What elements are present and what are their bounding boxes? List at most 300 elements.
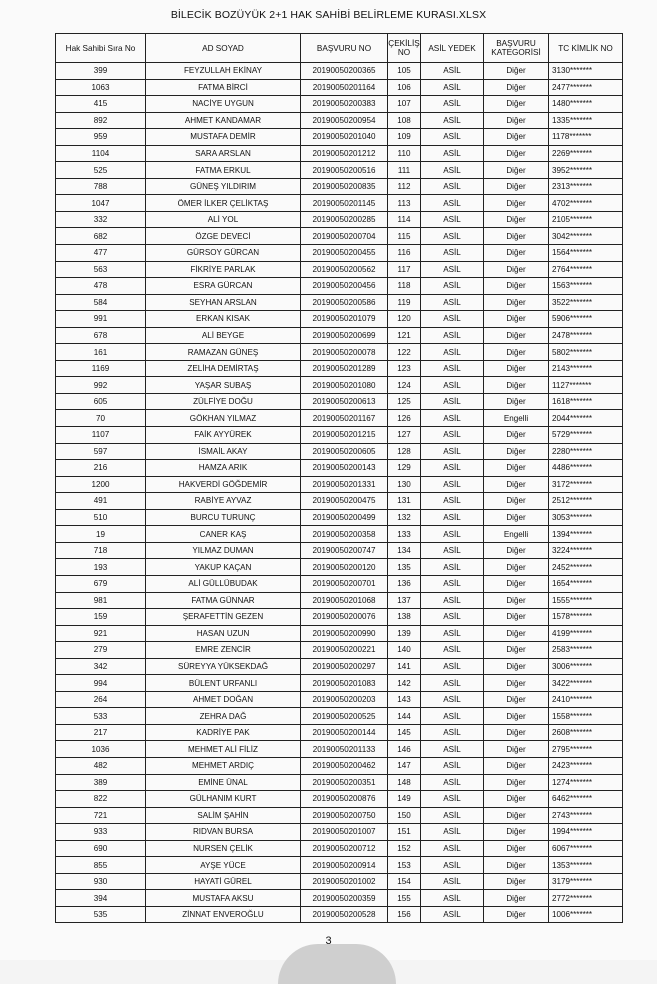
- cell-basvuru-no: 20190050200203: [301, 691, 388, 708]
- cell-ad-soyad: BÜLENT URFANLI: [146, 675, 301, 692]
- table-row: [56, 278, 623, 295]
- cell-sira-no: 216: [56, 460, 146, 477]
- cell-tc-kimlik-no: 3952*******: [549, 162, 623, 179]
- table-row: [56, 807, 623, 824]
- cell-cekilis-no: 123: [388, 360, 421, 377]
- cell-cekilis-no: 115: [388, 228, 421, 245]
- cell-asil-yedek: ASİL: [421, 675, 484, 692]
- cell-tc-kimlik-no: 1994*******: [549, 824, 623, 841]
- cell-basvuru-kategorisi: Diğer: [484, 377, 549, 394]
- cell-asil-yedek: ASİL: [421, 360, 484, 377]
- table-row: [56, 575, 623, 592]
- cell-ad-soyad: EMRE ZENCİR: [146, 642, 301, 659]
- cell-sira-no: 491: [56, 493, 146, 510]
- cell-sira-no: 584: [56, 294, 146, 311]
- header-sira-no: Hak Sahibi Sıra No: [56, 34, 146, 63]
- cell-asil-yedek: ASİL: [421, 129, 484, 146]
- cell-sira-no: 933: [56, 824, 146, 841]
- cell-ad-soyad: ALİ BEYGE: [146, 327, 301, 344]
- cell-ad-soyad: GÖKHAN YILMAZ: [146, 410, 301, 427]
- cell-cekilis-no: 112: [388, 178, 421, 195]
- cell-asil-yedek: ASİL: [421, 178, 484, 195]
- cell-ad-soyad: FATMA BİRCİ: [146, 79, 301, 96]
- cell-asil-yedek: ASİL: [421, 211, 484, 228]
- cell-asil-yedek: ASİL: [421, 509, 484, 526]
- cell-ad-soyad: YAŞAR SUBAŞ: [146, 377, 301, 394]
- cell-cekilis-no: 156: [388, 906, 421, 923]
- cell-tc-kimlik-no: 5906*******: [549, 311, 623, 328]
- cell-basvuru-kategorisi: Diğer: [484, 708, 549, 725]
- cell-ad-soyad: FİKRİYE PARLAK: [146, 261, 301, 278]
- cell-basvuru-kategorisi: Engelli: [484, 526, 549, 543]
- table-row: [56, 476, 623, 493]
- cell-basvuru-no: 20190050200701: [301, 575, 388, 592]
- cell-basvuru-no: 20190050201289: [301, 360, 388, 377]
- cell-basvuru-kategorisi: Diğer: [484, 294, 549, 311]
- cell-basvuru-kategorisi: Diğer: [484, 675, 549, 692]
- cell-basvuru-kategorisi: Diğer: [484, 691, 549, 708]
- cell-asil-yedek: ASİL: [421, 311, 484, 328]
- cell-sira-no: 1107: [56, 427, 146, 444]
- cell-tc-kimlik-no: 2478*******: [549, 327, 623, 344]
- cell-cekilis-no: 114: [388, 211, 421, 228]
- cell-cekilis-no: 136: [388, 575, 421, 592]
- cell-tc-kimlik-no: 1564*******: [549, 245, 623, 262]
- cell-basvuru-kategorisi: Diğer: [484, 195, 549, 212]
- cell-cekilis-no: 150: [388, 807, 421, 824]
- cell-tc-kimlik-no: 2044*******: [549, 410, 623, 427]
- cell-ad-soyad: MUSTAFA AKSU: [146, 890, 301, 907]
- cell-basvuru-kategorisi: Diğer: [484, 757, 549, 774]
- cell-tc-kimlik-no: 2280*******: [549, 443, 623, 460]
- table-row: [56, 658, 623, 675]
- cell-tc-kimlik-no: 4486*******: [549, 460, 623, 477]
- cell-basvuru-kategorisi: Diğer: [484, 443, 549, 460]
- cell-ad-soyad: CANER KAŞ: [146, 526, 301, 543]
- table-row: [56, 211, 623, 228]
- cell-basvuru-kategorisi: Diğer: [484, 460, 549, 477]
- cell-tc-kimlik-no: 1006*******: [549, 906, 623, 923]
- table-row: [56, 344, 623, 361]
- cell-cekilis-no: 129: [388, 460, 421, 477]
- cell-asil-yedek: ASİL: [421, 658, 484, 675]
- cell-basvuru-no: 20190050200835: [301, 178, 388, 195]
- header-tc-kimlik-no: TC KİMLİK NO: [549, 34, 623, 63]
- cell-asil-yedek: ASİL: [421, 542, 484, 559]
- cell-asil-yedek: ASİL: [421, 410, 484, 427]
- cell-tc-kimlik-no: 1274*******: [549, 774, 623, 791]
- table-row: [56, 642, 623, 659]
- cell-sira-no: 563: [56, 261, 146, 278]
- cell-tc-kimlik-no: 3053*******: [549, 509, 623, 526]
- page-number: 3: [325, 935, 332, 947]
- cell-ad-soyad: HAMZA ARIK: [146, 460, 301, 477]
- cell-ad-soyad: ZELİHA DEMİRTAŞ: [146, 360, 301, 377]
- cell-sira-no: 1104: [56, 145, 146, 162]
- results-table: [55, 33, 623, 923]
- cell-cekilis-no: 152: [388, 840, 421, 857]
- cell-sira-no: 159: [56, 609, 146, 626]
- cell-ad-soyad: KADRİYE PAK: [146, 724, 301, 741]
- cell-basvuru-no: 20190050200120: [301, 559, 388, 576]
- cell-ad-soyad: SALİM ŞAHİN: [146, 807, 301, 824]
- cell-tc-kimlik-no: 1654*******: [549, 575, 623, 592]
- cell-ad-soyad: ZÜLFİYE DOĞU: [146, 393, 301, 410]
- table-row: [56, 377, 623, 394]
- cell-basvuru-kategorisi: Diğer: [484, 245, 549, 262]
- cell-cekilis-no: 126: [388, 410, 421, 427]
- cell-tc-kimlik-no: 2764*******: [549, 261, 623, 278]
- cell-basvuru-kategorisi: Diğer: [484, 278, 549, 295]
- cell-sira-no: 994: [56, 675, 146, 692]
- cell-asil-yedek: ASİL: [421, 708, 484, 725]
- cell-cekilis-no: 145: [388, 724, 421, 741]
- cell-basvuru-no: 20190050200954: [301, 112, 388, 129]
- cell-basvuru-kategorisi: Diğer: [484, 228, 549, 245]
- cell-sira-no: 482: [56, 757, 146, 774]
- cell-tc-kimlik-no: 3006*******: [549, 658, 623, 675]
- cell-ad-soyad: MEHMET ARDIÇ: [146, 757, 301, 774]
- cell-ad-soyad: SEYHAN ARSLAN: [146, 294, 301, 311]
- cell-basvuru-no: 20190050200747: [301, 542, 388, 559]
- cell-sira-no: 991: [56, 311, 146, 328]
- cell-basvuru-kategorisi: Diğer: [484, 840, 549, 857]
- table-row: [56, 129, 623, 146]
- table-row: [56, 890, 623, 907]
- cell-ad-soyad: ALİ YOL: [146, 211, 301, 228]
- cell-basvuru-no: 20190050201002: [301, 873, 388, 890]
- cell-cekilis-no: 106: [388, 79, 421, 96]
- cell-basvuru-no: 20190050200365: [301, 63, 388, 80]
- cell-ad-soyad: HAYATİ GÜREL: [146, 873, 301, 890]
- cell-tc-kimlik-no: 1480*******: [549, 96, 623, 113]
- table-row: [56, 840, 623, 857]
- cell-asil-yedek: ASİL: [421, 807, 484, 824]
- cell-asil-yedek: ASİL: [421, 642, 484, 659]
- cell-cekilis-no: 134: [388, 542, 421, 559]
- cell-cekilis-no: 119: [388, 294, 421, 311]
- cell-basvuru-kategorisi: Diğer: [484, 112, 549, 129]
- cell-basvuru-no: 20190050200144: [301, 724, 388, 741]
- cell-tc-kimlik-no: 4702*******: [549, 195, 623, 212]
- cell-sira-no: 342: [56, 658, 146, 675]
- cell-cekilis-no: 148: [388, 774, 421, 791]
- cell-basvuru-no: 20190050200605: [301, 443, 388, 460]
- table-row: [56, 427, 623, 444]
- cell-cekilis-no: 131: [388, 493, 421, 510]
- cell-asil-yedek: ASİL: [421, 427, 484, 444]
- table-row: [56, 311, 623, 328]
- cell-sira-no: 161: [56, 344, 146, 361]
- cell-basvuru-kategorisi: Diğer: [484, 261, 549, 278]
- cell-sira-no: 193: [56, 559, 146, 576]
- cell-basvuru-kategorisi: Diğer: [484, 774, 549, 791]
- cell-sira-no: 822: [56, 791, 146, 808]
- cell-cekilis-no: 135: [388, 559, 421, 576]
- cell-basvuru-no: 20190050200076: [301, 609, 388, 626]
- cell-asil-yedek: ASİL: [421, 906, 484, 923]
- cell-ad-soyad: AHMET DOĞAN: [146, 691, 301, 708]
- cell-asil-yedek: ASİL: [421, 393, 484, 410]
- table-row: [56, 691, 623, 708]
- cell-basvuru-kategorisi: Diğer: [484, 393, 549, 410]
- cell-ad-soyad: GÜRSOY GÜRCAN: [146, 245, 301, 262]
- cell-ad-soyad: ERKAN KISAK: [146, 311, 301, 328]
- cell-ad-soyad: HASAN UZUN: [146, 625, 301, 642]
- cell-ad-soyad: AHMET KANDAMAR: [146, 112, 301, 129]
- table-row: [56, 327, 623, 344]
- cell-sira-no: 855: [56, 857, 146, 874]
- cell-asil-yedek: ASİL: [421, 195, 484, 212]
- cell-cekilis-no: 116: [388, 245, 421, 262]
- cell-basvuru-no: 20190050201068: [301, 592, 388, 609]
- cell-ad-soyad: ÖZGE DEVECİ: [146, 228, 301, 245]
- cell-tc-kimlik-no: 2143*******: [549, 360, 623, 377]
- cell-basvuru-kategorisi: Diğer: [484, 63, 549, 80]
- cell-ad-soyad: FATMA GÜNNAR: [146, 592, 301, 609]
- cell-basvuru-no: 20190050200516: [301, 162, 388, 179]
- cell-cekilis-no: 142: [388, 675, 421, 692]
- cell-basvuru-kategorisi: Diğer: [484, 724, 549, 741]
- cell-basvuru-no: 20190050200876: [301, 791, 388, 808]
- cell-asil-yedek: ASİL: [421, 96, 484, 113]
- cell-asil-yedek: ASİL: [421, 840, 484, 857]
- table-row: [56, 906, 623, 923]
- cell-sira-no: 1063: [56, 79, 146, 96]
- cell-tc-kimlik-no: 1618*******: [549, 393, 623, 410]
- cell-ad-soyad: ÖMER İLKER ÇELİKTAŞ: [146, 195, 301, 212]
- table-row: [56, 63, 623, 80]
- cell-basvuru-no: 20190050200750: [301, 807, 388, 824]
- cell-basvuru-no: 20190050201145: [301, 195, 388, 212]
- cell-basvuru-no: 20190050201133: [301, 741, 388, 758]
- cell-sira-no: 718: [56, 542, 146, 559]
- cell-cekilis-no: 151: [388, 824, 421, 841]
- cell-tc-kimlik-no: 1578*******: [549, 609, 623, 626]
- cell-basvuru-no: 20190050201079: [301, 311, 388, 328]
- cell-asil-yedek: ASİL: [421, 526, 484, 543]
- cell-tc-kimlik-no: 2795*******: [549, 741, 623, 758]
- cell-basvuru-no: 20190050200221: [301, 642, 388, 659]
- cell-sira-no: 930: [56, 873, 146, 890]
- cell-tc-kimlik-no: 1558*******: [549, 708, 623, 725]
- cell-tc-kimlik-no: 1127*******: [549, 377, 623, 394]
- cell-basvuru-kategorisi: Diğer: [484, 625, 549, 642]
- cell-ad-soyad: İSMAİL AKAY: [146, 443, 301, 460]
- cell-asil-yedek: ASİL: [421, 741, 484, 758]
- cell-cekilis-no: 107: [388, 96, 421, 113]
- table-row: [56, 609, 623, 626]
- cell-cekilis-no: 122: [388, 344, 421, 361]
- cell-cekilis-no: 108: [388, 112, 421, 129]
- cell-asil-yedek: ASİL: [421, 824, 484, 841]
- cell-basvuru-no: 20190050200525: [301, 708, 388, 725]
- cell-basvuru-no: 20190050200499: [301, 509, 388, 526]
- cell-basvuru-kategorisi: Diğer: [484, 145, 549, 162]
- cell-asil-yedek: ASİL: [421, 63, 484, 80]
- cell-sira-no: 478: [56, 278, 146, 295]
- cell-ad-soyad: GÜLHANIM KURT: [146, 791, 301, 808]
- cell-cekilis-no: 133: [388, 526, 421, 543]
- cell-basvuru-kategorisi: Diğer: [484, 327, 549, 344]
- cell-sira-no: 605: [56, 393, 146, 410]
- cell-sira-no: 399: [56, 63, 146, 80]
- cell-cekilis-no: 111: [388, 162, 421, 179]
- cell-tc-kimlik-no: 1555*******: [549, 592, 623, 609]
- cell-ad-soyad: YILMAZ DUMAN: [146, 542, 301, 559]
- cell-sira-no: 682: [56, 228, 146, 245]
- cell-sira-no: 959: [56, 129, 146, 146]
- cell-cekilis-no: 137: [388, 592, 421, 609]
- cell-cekilis-no: 132: [388, 509, 421, 526]
- cell-sira-no: 721: [56, 807, 146, 824]
- cell-cekilis-no: 147: [388, 757, 421, 774]
- cell-cekilis-no: 117: [388, 261, 421, 278]
- table-row: [56, 261, 623, 278]
- cell-basvuru-no: 20190050200586: [301, 294, 388, 311]
- cell-cekilis-no: 155: [388, 890, 421, 907]
- cell-ad-soyad: ŞERAFETTİN GEZEN: [146, 609, 301, 626]
- cell-basvuru-no: 20190050200359: [301, 890, 388, 907]
- table-row: [56, 741, 623, 758]
- cell-cekilis-no: 146: [388, 741, 421, 758]
- cell-basvuru-kategorisi: Diğer: [484, 559, 549, 576]
- cell-basvuru-no: 20190050200704: [301, 228, 388, 245]
- cell-basvuru-kategorisi: Diğer: [484, 642, 549, 659]
- cell-ad-soyad: SÜREYYA YÜKSEKDAĞ: [146, 658, 301, 675]
- cell-sira-no: 394: [56, 890, 146, 907]
- cell-basvuru-kategorisi: Diğer: [484, 592, 549, 609]
- cell-asil-yedek: ASİL: [421, 493, 484, 510]
- cell-sira-no: 892: [56, 112, 146, 129]
- cell-tc-kimlik-no: 2423*******: [549, 757, 623, 774]
- cell-ad-soyad: AYŞE YÜCE: [146, 857, 301, 874]
- cell-tc-kimlik-no: 2269*******: [549, 145, 623, 162]
- cell-asil-yedek: ASİL: [421, 145, 484, 162]
- cell-sira-no: 597: [56, 443, 146, 460]
- cell-asil-yedek: ASİL: [421, 162, 484, 179]
- cell-basvuru-kategorisi: Diğer: [484, 79, 549, 96]
- table-row: [56, 162, 623, 179]
- cell-basvuru-kategorisi: Diğer: [484, 575, 549, 592]
- cell-asil-yedek: ASİL: [421, 228, 484, 245]
- cell-tc-kimlik-no: 3130*******: [549, 63, 623, 80]
- cell-basvuru-no: 20190050200358: [301, 526, 388, 543]
- cell-basvuru-kategorisi: Diğer: [484, 178, 549, 195]
- cell-ad-soyad: FAİK AYYÜREK: [146, 427, 301, 444]
- cell-tc-kimlik-no: 2743*******: [549, 807, 623, 824]
- header-cekilis-label: ÇEKİLİŞ NO: [388, 39, 420, 57]
- cell-sira-no: 332: [56, 211, 146, 228]
- cell-basvuru-no: 20190050200455: [301, 245, 388, 262]
- table-row: [56, 708, 623, 725]
- cell-tc-kimlik-no: 1563*******: [549, 278, 623, 295]
- header-basvuru-kategorisi: [484, 34, 549, 63]
- cell-sira-no: 1036: [56, 741, 146, 758]
- table-row: [56, 493, 623, 510]
- cell-basvuru-no: 20190050201212: [301, 145, 388, 162]
- cell-cekilis-no: 130: [388, 476, 421, 493]
- cell-cekilis-no: 138: [388, 609, 421, 626]
- cell-tc-kimlik-no: 5729*******: [549, 427, 623, 444]
- cell-sira-no: 217: [56, 724, 146, 741]
- cell-asil-yedek: ASİL: [421, 691, 484, 708]
- cell-basvuru-no: 20190050201167: [301, 410, 388, 427]
- cell-ad-soyad: ALİ GÜLLÜBUDAK: [146, 575, 301, 592]
- cell-asil-yedek: ASİL: [421, 575, 484, 592]
- cell-ad-soyad: RABİYE AYVAZ: [146, 493, 301, 510]
- cell-sira-no: 1200: [56, 476, 146, 493]
- cell-basvuru-no: 20190050200078: [301, 344, 388, 361]
- cell-cekilis-no: 143: [388, 691, 421, 708]
- cell-cekilis-no: 120: [388, 311, 421, 328]
- header-basvuru-no: BAŞVURU NO: [301, 34, 388, 63]
- cell-basvuru-no: 20190050200613: [301, 393, 388, 410]
- cell-ad-soyad: FEYZULLAH EKİNAY: [146, 63, 301, 80]
- cell-basvuru-kategorisi: Diğer: [484, 906, 549, 923]
- cell-basvuru-no: 20190050200562: [301, 261, 388, 278]
- cell-ad-soyad: SARA ARSLAN: [146, 145, 301, 162]
- cell-basvuru-no: 20190050200456: [301, 278, 388, 295]
- cell-ad-soyad: RIDVAN BURSA: [146, 824, 301, 841]
- cell-asil-yedek: ASİL: [421, 294, 484, 311]
- cell-sira-no: 477: [56, 245, 146, 262]
- cell-tc-kimlik-no: 2477*******: [549, 79, 623, 96]
- cell-sira-no: 1047: [56, 195, 146, 212]
- table-body: [56, 63, 623, 923]
- table-row: [56, 460, 623, 477]
- cell-basvuru-kategorisi: Diğer: [484, 542, 549, 559]
- table-row: [56, 559, 623, 576]
- cell-asil-yedek: ASİL: [421, 112, 484, 129]
- cell-tc-kimlik-no: 5802*******: [549, 344, 623, 361]
- cell-tc-kimlik-no: 1394*******: [549, 526, 623, 543]
- cell-ad-soyad: ZEHRA DAĞ: [146, 708, 301, 725]
- cell-tc-kimlik-no: 1335*******: [549, 112, 623, 129]
- table-row: [56, 873, 623, 890]
- cell-sira-no: 679: [56, 575, 146, 592]
- cell-sira-no: 415: [56, 96, 146, 113]
- cell-ad-soyad: RAMAZAN GÜNEŞ: [146, 344, 301, 361]
- cell-asil-yedek: ASİL: [421, 609, 484, 626]
- cell-asil-yedek: ASİL: [421, 791, 484, 808]
- cell-sira-no: 510: [56, 509, 146, 526]
- cell-basvuru-kategorisi: Diğer: [484, 509, 549, 526]
- table-row: [56, 592, 623, 609]
- cell-ad-soyad: FATMA ERKUL: [146, 162, 301, 179]
- cell-sira-no: 788: [56, 178, 146, 195]
- cell-basvuru-kategorisi: Diğer: [484, 129, 549, 146]
- cell-basvuru-kategorisi: Diğer: [484, 211, 549, 228]
- cell-sira-no: 533: [56, 708, 146, 725]
- viewer-scroll-overlay[interactable]: [278, 944, 396, 984]
- cell-sira-no: 992: [56, 377, 146, 394]
- cell-basvuru-no: 20190050200712: [301, 840, 388, 857]
- header-cekilis-no: [388, 34, 421, 63]
- cell-basvuru-no: 20190050200475: [301, 493, 388, 510]
- cell-basvuru-kategorisi: Diğer: [484, 890, 549, 907]
- cell-asil-yedek: ASİL: [421, 460, 484, 477]
- cell-asil-yedek: ASİL: [421, 873, 484, 890]
- cell-basvuru-no: 20190050201080: [301, 377, 388, 394]
- cell-cekilis-no: 128: [388, 443, 421, 460]
- cell-cekilis-no: 124: [388, 377, 421, 394]
- cell-sira-no: 264: [56, 691, 146, 708]
- cell-tc-kimlik-no: 2772*******: [549, 890, 623, 907]
- table-row: [56, 791, 623, 808]
- cell-basvuru-no: 20190050200383: [301, 96, 388, 113]
- cell-ad-soyad: ESRA GÜRCAN: [146, 278, 301, 295]
